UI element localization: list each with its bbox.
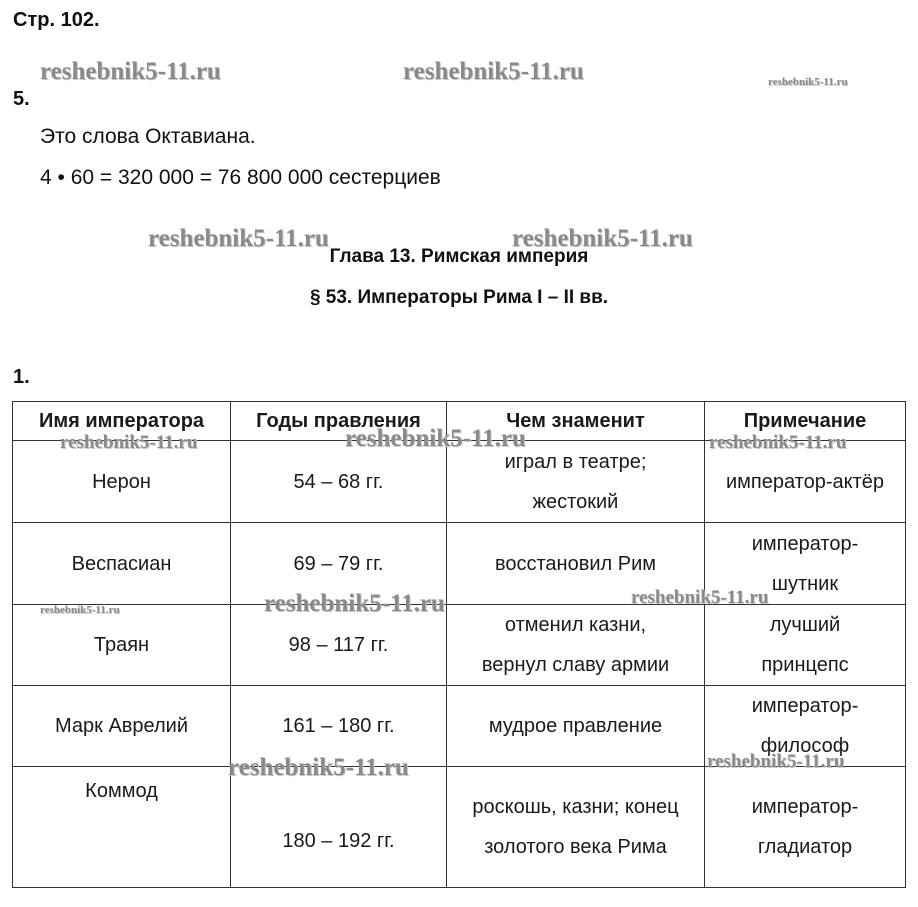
cell-name: Марк Аврелий — [13, 686, 231, 767]
table-header-row — [13, 402, 906, 441]
cell-years: 180 – 192 гг. — [231, 767, 447, 888]
section-title: § 53. Императоры Рима I – II вв. — [309, 287, 609, 308]
cell-fame: роскошь, казни; конец золотого века Рима — [447, 767, 705, 888]
watermark-logo: reshebnik5-11.ru — [707, 751, 845, 772]
task-5-line-2: 4 • 60 = 320 000 = 76 800 000 сестерциев — [40, 166, 441, 189]
watermark-logo: reshebnik5-11.ru — [60, 432, 198, 453]
cell-note: император- гладиатор — [705, 767, 906, 888]
cell-fame: восстановил Рим — [447, 523, 705, 605]
cell-years: 69 – 79 гг. — [231, 523, 447, 605]
cell-fame: отменил казни, вернул славу армии — [447, 605, 705, 686]
header-note: Примечание — [705, 402, 906, 441]
task-5-number: 5. — [13, 88, 30, 110]
cell-note: император- шутник — [705, 523, 906, 605]
cell-years: 54 – 68 гг. — [231, 441, 447, 523]
watermark-logo: reshebnik5-11.ru — [768, 76, 848, 88]
watermark-logo: reshebnik5-11.ru — [709, 432, 847, 453]
watermark-logo: reshebnik5-11.ru — [228, 754, 409, 781]
cell-fame: мудрое правление — [447, 686, 705, 767]
cell-name: Траян — [13, 605, 231, 686]
cell-fame: играл в театре; жестокий — [447, 441, 705, 523]
watermark-logo: reshebnik5-11.ru — [631, 587, 769, 608]
emperors-table — [12, 401, 906, 888]
watermark-logo: reshebnik5-11.ru — [40, 604, 120, 616]
watermark-logo: reshebnik5-11.ru — [148, 225, 329, 252]
header-emperor-name: Имя императора — [13, 402, 231, 441]
table-row — [13, 441, 906, 523]
cell-note: лучший принцепс — [705, 605, 906, 686]
header-reign-years: Годы правления — [231, 402, 447, 441]
watermark-logo: reshebnik5-11.ru — [403, 58, 584, 85]
table-row — [13, 686, 906, 767]
cell-years: 161 – 180 гг. — [231, 686, 447, 767]
cell-note: император- философ — [705, 686, 906, 767]
watermark-logo: reshebnik5-11.ru — [264, 590, 445, 617]
table-row — [13, 605, 906, 686]
watermark-logo: reshebnik5-11.ru — [40, 58, 221, 85]
task-1-number: 1. — [13, 366, 30, 388]
watermark-logo: reshebnik5-11.ru — [345, 425, 526, 452]
table-row — [13, 767, 906, 888]
cell-name: Веспасиан — [13, 523, 231, 605]
watermark-logo: reshebnik5-11.ru — [512, 225, 693, 252]
header-famous-for: Чем знаменит — [447, 402, 705, 441]
table-row — [13, 523, 906, 605]
page-label: Стр. 102. — [13, 9, 100, 31]
cell-years: 98 – 117 гг. — [231, 605, 447, 686]
task-5-line-1: Это слова Октавиана. — [40, 125, 256, 148]
cell-note: император-актёр — [705, 441, 906, 523]
cell-name: Нерон — [13, 441, 231, 523]
cell-name: Коммод — [13, 767, 231, 888]
chapter-title: Глава 13. Римская империя — [329, 246, 589, 267]
